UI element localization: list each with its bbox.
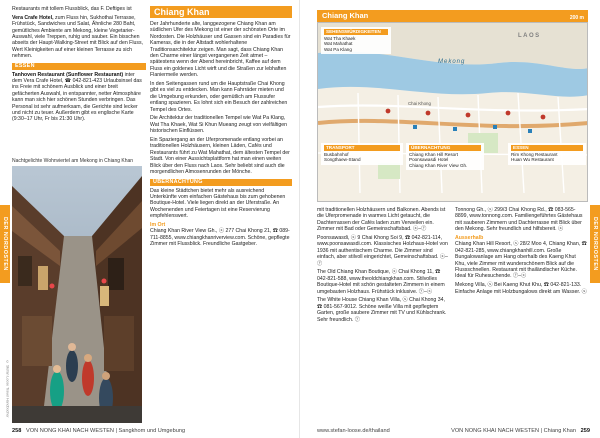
para: Ein Spaziergang an der Uferpromenade entlang vorbei an traditionellen Holzhäusern, kleinen Läden, Cafés und Restaurants führt zu Wat Mahathat, dem ältesten Tempel der Stadt. Von einer Aussichtsplattform hat man einen weiten Blick über den Fluss nach Laos. Sehr beliebt sind auch die morgendlichen Almosenrunden der Mönche. xyxy=(150,137,290,176)
map-legend-food: ESSEN Rim Khong Restaurant Huan Wu Restaurant xyxy=(508,143,586,165)
city-map xyxy=(317,22,588,202)
para: Poonsawasdi, ⓧ 9 Chai Khong Soi 9, ☎ 042-821-114, www.poonsawasdi.com. Klassisches Holzhaus-Hotel von 1936 mit authentischem Charme. Die Zimmer sind einfach, aber stilvoll eingerichtet, Gemeinschaftsbad. ⓧ–ⓨ xyxy=(317,235,448,267)
map-scale: 200 m xyxy=(569,15,584,21)
para: The White House Chiang Khan Villa, ⓧ Chai Khong 34, ☎ 081-567-9012. Schöne weiße Villa mit gepflegtem Garten, große saubere Zimmer mit TV und Kühlschrank. Sehr freundlich. ⓨ xyxy=(317,297,447,323)
photo-caption: Nachtgelichte Wohnviertel am Mekong in Chiang Khan xyxy=(12,158,134,164)
subheading: Im Ort xyxy=(150,221,166,228)
entry-vertigo: Vera Crafe Hotel, zum Fluss hin, Sukhothai Terrasse, Frühstück, Sandwiches und Salat, Ähnliche 280 Baht, gemütliches Ambiente am Mekong, kleine Vegetarier-Auswahl, viele Treppen, ruhig und sauber. Ein bisschen abseits der Haupt-Walking-Street mit Blick auf den Fluss, Wert Kleinigkeiten auf einer kleinen Terrasse zu sich nehmen. xyxy=(12,14,143,60)
intro-fragment: Restaurants mit tollem Flussblick, das F. Deftiges ist xyxy=(12,6,132,12)
para: mit traditionellen Holzhäusern und Balkonen. Abends ist die Uferpromenade in warmes Licht getaucht, die Dachterrassen der Cafés laden zum Verweilen ein. Zimmer mit Bad oder Gemeinschaftsbad. ⓧ–ⓨ xyxy=(317,207,446,233)
footer-sub: Sangkhom und Umgebung xyxy=(118,427,186,434)
chapter-header: Chiang Khan xyxy=(150,6,292,18)
para: Die Architektur der traditionellen Tempel wie Wat Pa Klang, Wat Tha Khaek, Wat Si Khun Mueang zeugt von vielfältigen historischen Einflüssen. xyxy=(150,115,288,135)
right-column-1 xyxy=(317,207,449,419)
para: The Old Chiang Khan Boutique, ⓧ Chai Khong 11, ☎ 042-821-588, www.theoldchiangkhan.com. Stilvolles Boutique-Hotel mit schön gestalteten Zimmern in einem umgebauten Holzhaus. Frühstück inklusive. ⓨ–ⓩ xyxy=(317,269,445,295)
para: Mekong Villa, ⓧ Bei Kaeng Khut Khu, ☎ 042-821-133. Einfache Anlage mit Holzbungalows direkt am Wasser. ⓧ xyxy=(455,282,587,295)
footer-chapter: VON NONG KHAI NACH WESTEN xyxy=(451,427,540,434)
country-label: LAOS xyxy=(518,33,541,39)
para: Das kleine Städtchen bietet mehr als ausreichend Unterkünfte vom einfachen Gästehaus bis zum gehobenen Boutique-Hotel. Viele liegen direkt an der Uferstraße. An Wochenenden und Feiertagen ist eine Reservierung empfehlenswert. xyxy=(150,187,286,220)
map-title: Chiang Khan xyxy=(322,11,369,20)
street-label: Chai Khong xyxy=(408,101,431,106)
map-legend-sights: SEHENSWÜRDIGKEITEN Wat Tha Khaek Wat Mahathat Wat Pa Klang xyxy=(321,27,391,54)
river-label: Mekong xyxy=(438,59,466,65)
section-header-uebernachtung: ÜBERNACHTUNG xyxy=(150,179,292,186)
entry-riverview: Chiang Khan River View Gh., ⓧ 277 Chai Khong 21, ☎ 089-711-8855, www.chiangkhanriverview.com. Schöne, gepflegte Zimmer mit Flussblick. Freundliche Gastgeber. xyxy=(150,228,290,248)
entry-restaurant: Tanhoven Restaurant (Sunflower Restaurant) inter dem Vera Crafe Hotel, ☎ 042-821-423 Urlaubsinsel das ins Freie mit schönem Ausblick und einer breit gefächerten Auswahl, in entspannter, netter Atmosphäre kann man sich hier schönen Stunden verbringen. Das Personal ist sehr aufmerksam, die Gerichte sind lecker und nicht zu teuer. Außerdem gibt es englische Karte (9:30–17 Uhr, Fr bis 21:30 Uhr). xyxy=(12,71,142,123)
footer-sub: Chiang Khan xyxy=(543,427,576,434)
para: Der Jahrhunderte alte, langgezogene Chiang Khan am südlichen Ufer des Mekong ist einer der schönsten Orte im Nordosten. Die Holzhäuser und Gassen sind ein Paradies für Kameras, die in der Altstadt wohlerhaltene Traditionsarchitektur zeigen. Man sagt, dass Chiang Khan den Charme einer längst vergangenen Zeit atmet – spätestens wenn der Abend hereinbricht, Kaffee auf dem Fluss ein goldenes Licht wirft und die Straßen zur lebhaften Flaniermeile werden. xyxy=(150,21,291,79)
left-column-1 xyxy=(12,6,146,156)
subheading: Ausserhalb xyxy=(455,235,484,242)
map-legend-transport: TRANSPORT Busbahnhof Songthaew-Stand xyxy=(321,143,403,165)
map-legend-stay: ÜBERNACHTUNG Chiang Khan Hill Resort Poonsawasdi Hotel Chiang Khan River View Gh. xyxy=(406,143,484,170)
street-scene-image xyxy=(12,166,142,423)
page-number: 258 xyxy=(12,427,22,434)
footer-right: VON NONG KHAI NACH WESTEN | Chiang Khan 259 xyxy=(451,427,590,434)
footer-chapter: VON NONG KHAI NACH WESTEN xyxy=(26,427,114,434)
side-tab-right: DER NORDOSTEN xyxy=(590,205,600,283)
footer-left: 258 VON NONG KHAI NACH WESTEN | Sangkhom und Umgebung xyxy=(12,427,186,434)
para: In den Seitengassen rund um die Hauptstraße Chai Khong gibt es viel zu entdecken. Man kann Fahrräder mieten und die Umgebung erkunden, oder gemütlich am Flussufer entlang spazieren. Es lohnt sich ein Besuch der zahlreichen Tempel des Ortes. xyxy=(150,81,288,113)
para: Tonnong Gh., ⓧ 299/3 Chai Khong Rd., ☎ 083-565-8899, www.tonnong.com. Familiengeführtes Gästehaus mit sauberen Zimmern und Dachterrasse mit Blick über den Mekong. Sehr freundlich und hilfsbereit. ⓧ xyxy=(455,207,583,233)
para: Chiang Khan Hill Resort, ⓧ 28/2 Moo 4, Chiang Khan, ☎ 042-821-285, www.chiangkhanhill.com. Große Bungalowanlage am Hang oberhalb des Kaeng Khut Khu, viele Zimmer mit wunderschönem Blick auf die Flussschnellen. Restaurant mit thailändischer Küche. Ideal für Ruhesuchende. ⓨ–ⓩ xyxy=(455,241,587,280)
footer-url: www.stefan-loose.de/thailand xyxy=(317,427,390,434)
photo-credit: © Stefan Loose Travel Handbücher xyxy=(5,360,10,418)
right-column-2 xyxy=(455,207,587,419)
map-title-bar xyxy=(317,10,588,22)
side-tab: DER NORDOSTEN xyxy=(0,205,10,283)
page-number: 259 xyxy=(580,427,590,434)
street-photo xyxy=(12,166,142,423)
left-column-2 xyxy=(150,6,292,416)
section-header-essen: ESSEN xyxy=(12,63,146,70)
